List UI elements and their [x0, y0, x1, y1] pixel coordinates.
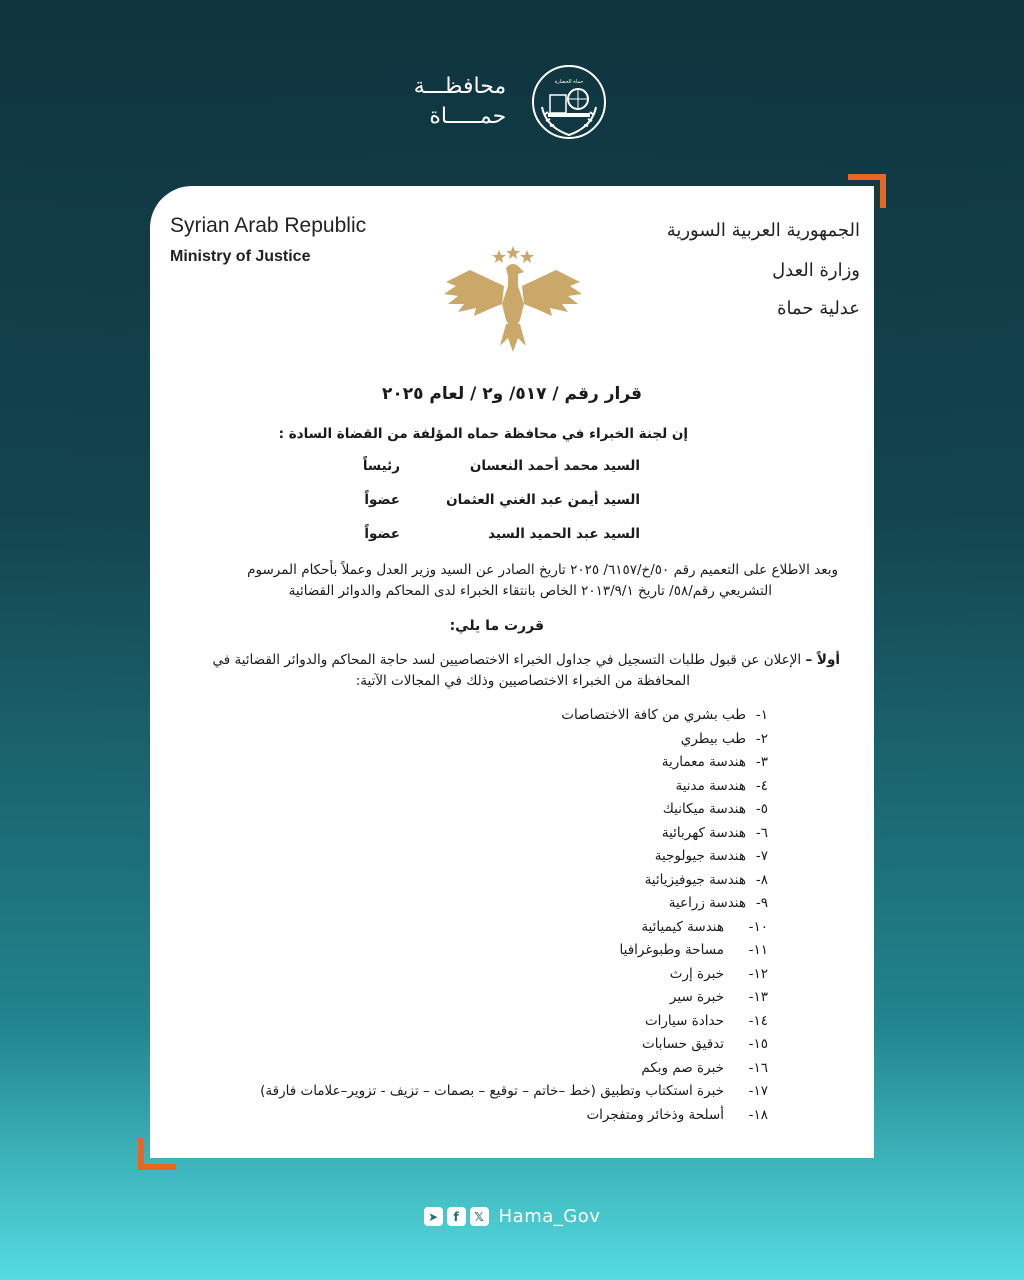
list-item-text: هندسة معمارية: [661, 754, 746, 770]
list-item-text: خبرة صم وبكم: [641, 1059, 724, 1076]
decided-heading: قررت ما يلي:: [449, 618, 544, 634]
list-item: [208, 939, 768, 963]
arabic-justice-title: عدلية حماة: [777, 298, 860, 319]
governorate-logo: [0, 62, 1024, 142]
list-item: [208, 1010, 768, 1034]
list-item-number: ١٢-: [748, 965, 768, 982]
list-item-text: أسلحة وذخائر ومتفجرات: [586, 1106, 724, 1123]
member-name: السيد محمد أحمد النعسان: [469, 458, 640, 474]
list-item: [208, 869, 768, 893]
decision-number: قرار رقم / ٥١٧/ و٢ / لعام ٢٠٢٥: [381, 384, 643, 404]
list-item-text: طب بيطري: [680, 730, 746, 747]
x-icon[interactable]: 𝕏: [470, 1207, 489, 1226]
english-republic-title: Syrian Arab Republic: [170, 214, 367, 237]
list-item-number: ٧-: [755, 848, 768, 864]
list-item-number: ١٤-: [748, 1012, 768, 1029]
english-ministry-title: Ministry of Justice: [170, 248, 311, 265]
list-item: [208, 1057, 768, 1081]
first-article: [160, 650, 840, 692]
preamble-line-2: التشريعي رقم/٥٨/ تاريخ ٢٠١٣/٩/١ الخاص بانتقاء الخبراء لدى المحاكم والدوائر القضائية: [288, 583, 772, 599]
list-item-number: ١٦-: [748, 1059, 768, 1076]
list-item: [208, 986, 768, 1010]
list-item-text: مساحة وطبوغرافيا: [619, 942, 724, 958]
list-item-number: ٨-: [755, 871, 768, 888]
member-role: رئيساً: [362, 458, 400, 474]
member-role: عضواً: [364, 492, 400, 508]
fields-list: [208, 704, 768, 1127]
list-item-text: هندسة كيميائية: [641, 918, 724, 935]
governorate-name: [414, 72, 506, 132]
preamble-line-1: وبعد الاطلاع على التعميم رقم ٥٠/خ/٦١٥٧/ ٢٠٢٥ تاريخ الصادر عن السيد وزير العدل وعملاً بأحكام المرسوم: [247, 562, 838, 578]
list-item-number: ٤-: [755, 777, 768, 794]
list-item-text: هندسة جيولوجية: [654, 848, 746, 864]
list-item: [208, 845, 768, 869]
social-footer: [0, 1206, 1024, 1227]
social-handle[interactable]: Hama_Gov: [498, 1206, 601, 1227]
list-item-number: ٥-: [755, 801, 768, 817]
decision-document: [150, 186, 874, 1158]
list-item: [208, 1033, 768, 1057]
governorate-line-1: محافظـــة: [413, 74, 507, 99]
syrian-eagle-emblem-icon: [440, 246, 586, 356]
list-item: [208, 798, 768, 822]
list-item-text: تدقيق حسابات: [641, 1036, 724, 1052]
list-item-number: ١٧-: [748, 1083, 768, 1099]
list-item-number: ٢-: [755, 730, 768, 747]
first-article-line-2: المحافظة من الخبراء الاختصاصيين وذلك في المجالات الآتية:: [355, 673, 690, 689]
list-item-text: خبرة سير: [669, 989, 724, 1005]
emblem-text: حماة الحضارة: [554, 79, 584, 85]
arabic-ministry-title: وزارة العدل: [772, 260, 860, 281]
list-item: [208, 704, 768, 728]
list-item-number: ٣-: [755, 754, 768, 770]
governorate-line-2: حمـــــاة: [429, 104, 507, 129]
list-item-text: هندسة جيوفيزيائية: [644, 871, 746, 888]
list-item-number: ١٨-: [748, 1106, 768, 1123]
facebook-icon[interactable]: f: [447, 1207, 466, 1226]
list-item-text: هندسة مدنية: [675, 777, 746, 794]
list-item-number: ٦-: [755, 824, 768, 841]
list-item: [208, 822, 768, 846]
member-role: عضواً: [364, 526, 400, 542]
list-item-text: هندسة ميكانيك: [662, 801, 746, 817]
first-article-label: أولاً –: [805, 652, 840, 668]
member-name: السيد عبد الحميد السيد: [488, 526, 640, 542]
list-item-text: خبرة استكتاب وتطبيق (خط –خاتم – توقيع – بصمات – تزيف - تزوير–علامات فارقة): [260, 1083, 724, 1099]
arabic-republic-title: الجمهورية العربية السورية: [666, 220, 860, 241]
committee-intro: إن لجنة الخبراء في محافظة حماه المؤلفة من القضاة السادة :: [278, 426, 688, 442]
list-item-text: خبرة إرث: [669, 965, 724, 982]
list-item-text: حدادة سيارات: [644, 1012, 724, 1029]
list-item: [208, 1104, 768, 1128]
list-item: [208, 1080, 768, 1104]
list-item: [208, 728, 768, 752]
hama-emblem-icon: [528, 61, 610, 143]
list-item-number: ١١-: [748, 942, 768, 958]
list-item-number: ١٥-: [748, 1036, 768, 1052]
telegram-icon[interactable]: ➤: [424, 1207, 443, 1226]
first-article-line-1: الإعلان عن قبول طلبات التسجيل في جداول الخبراء الاختصاصيين لسد حاجة المحاكم والدوائر القضائية في: [212, 652, 806, 668]
list-item-number: ٩-: [755, 895, 768, 911]
list-item-text: هندسة كهربائية: [661, 824, 746, 841]
member-name: السيد أيمن عبد الغني العثمان: [446, 492, 640, 508]
list-item: [208, 892, 768, 916]
list-item: [208, 775, 768, 799]
list-item-number: ١٣-: [748, 989, 768, 1005]
list-item-text: طب بشري من كافة الاختصاصات: [561, 707, 746, 723]
list-item-number: ١-: [755, 707, 768, 723]
list-item-number: ١٠-: [748, 918, 768, 935]
list-item-text: هندسة زراعية: [668, 895, 746, 911]
list-item: [208, 963, 768, 987]
list-item: [208, 751, 768, 775]
list-item: [208, 916, 768, 940]
